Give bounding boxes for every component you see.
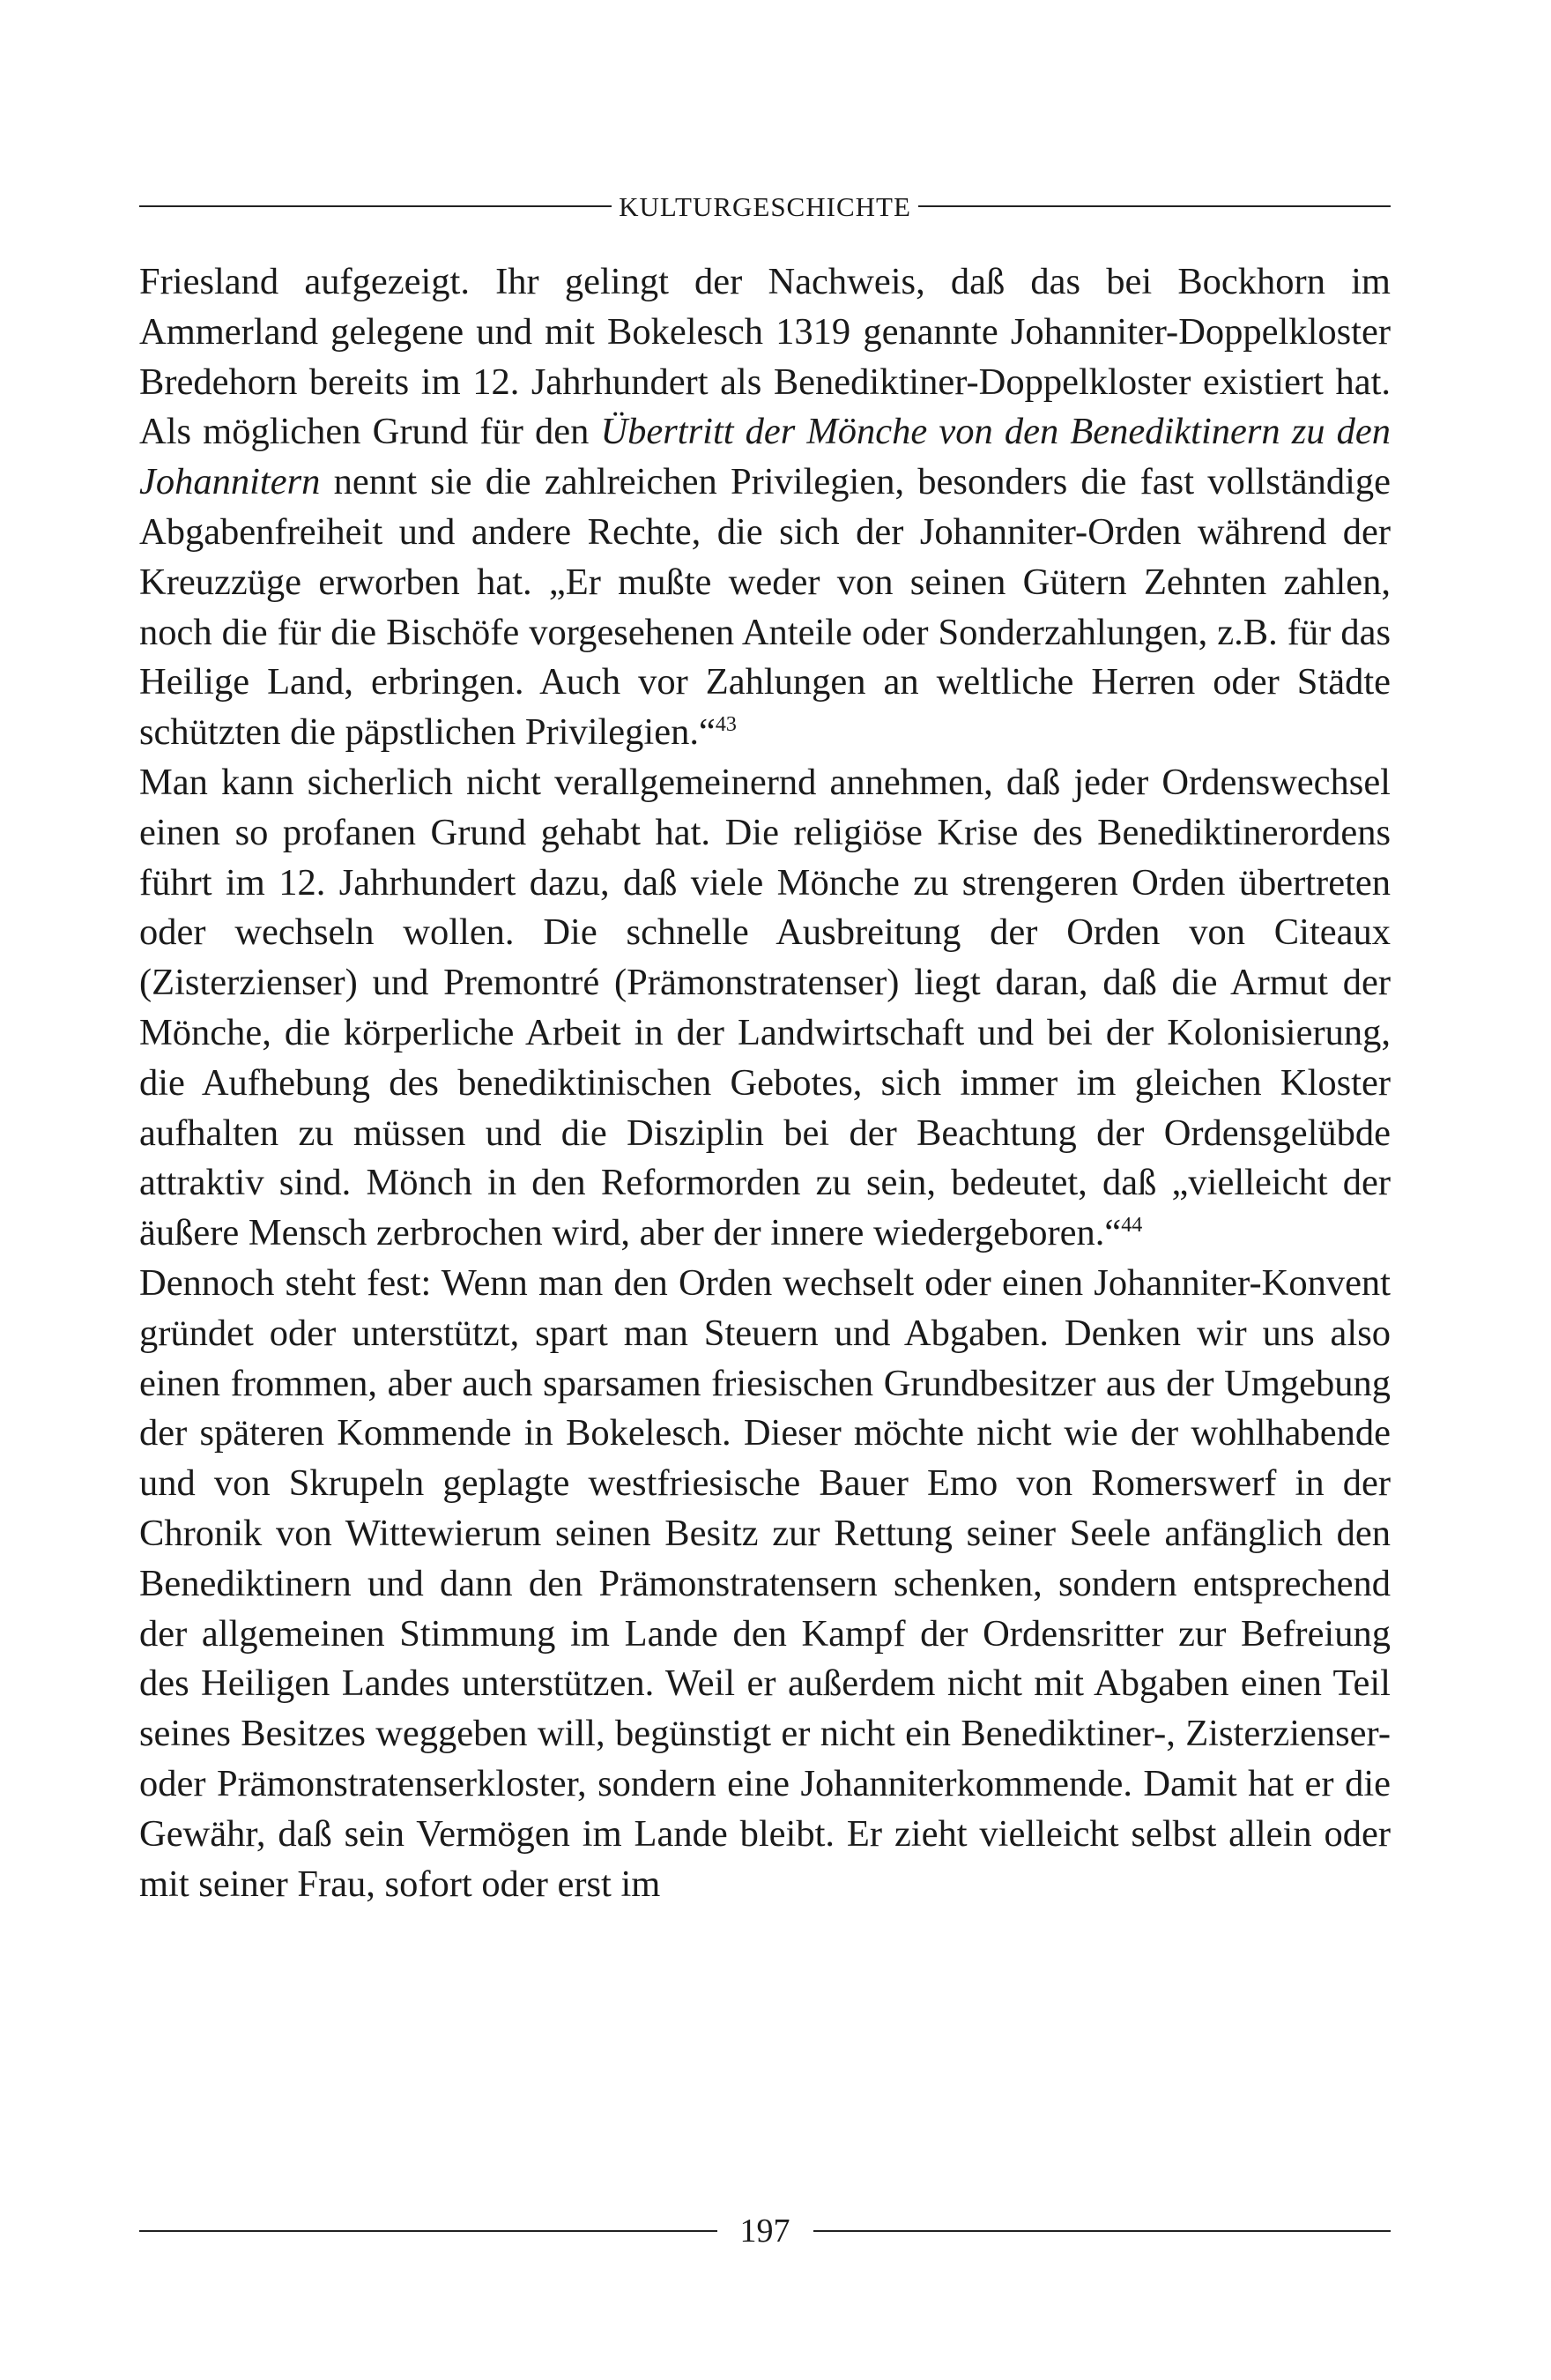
paragraph-2-text: Man kann sicherlich nicht verallgemeinernd annehmen, daß jeder Ordenswechsel einen so profanen Grund gehabt hat. Die religiöse Krise des Benediktinerordens führt im 12. Jahrhundert dazu, daß viele Mönche zu strengeren Orden übertreten oder wechseln wollen. Die schnelle Ausbreitung der Orden von Citeaux (Zisterzienser) und Premontré (Prämonstratenser) liegt daran, daß die Armut der Mönche, die körperliche Arbeit in der Landwirtschaft und bei der Kolonisierung, die Aufhebung des benediktinischen Gebotes, sich immer im gleichen Kloster aufhalten zu müssen und die Disziplin bei der Beachtung der Ordensgelübde attraktiv sind. Mönch in den Reformorden zu sein, bedeutet, daß „vielleicht der äußere Mensch zerbrochen wird, aber der innere wiedergeboren.“ <box>139 761 1391 1254</box>
footnote-ref-43: 43 <box>715 713 737 737</box>
paragraph-1-text-a: Friesland aufgezeigt. Ihr gelingt der Nachweis, daß das bei Bockhorn im Ammerland gelegene und mit Bokelesch 1319 genannte Johanniter-Doppelkloster Bredehorn bereits im 12. Jahrhundert als Benediktiner-Doppelkloster existiert hat. Als möglichen Grund für den <box>139 261 1391 453</box>
header-rule-left <box>139 205 612 207</box>
running-header <box>139 185 1391 227</box>
page-footer <box>139 2209 1391 2253</box>
running-title: KULTURGESCHICHTE <box>619 190 911 222</box>
paragraph-1-italic-phrase: Übertritt der Mönche von den Benediktinern zu den Johannitern <box>139 411 1391 503</box>
header-rule-right <box>918 205 1391 207</box>
footnote-ref-44: 44 <box>1121 1213 1143 1237</box>
paragraph-1 <box>139 257 1391 758</box>
paragraph-3 <box>139 1259 1391 1909</box>
paragraph-1-text-b: nennt sie die zahlreichen Privilegien, besonders die fast vollständige Abgabenfreiheit und andere Rechte, die sich der Johanniter-Orden während der Kreuzzüge erworben hat. „Er mußte weder von seinen Gütern Zehnten zahlen, noch die für die Bischöfe vorgesehenen Anteile oder Sonderzahlungen, z.B. für das Heilige Land, erbringen. Auch vor Zahlungen an weltliche Herren oder Städte schützten die päpstlichen Privilegien.“ <box>139 461 1391 754</box>
paragraph-3-text: Dennoch steht fest: Wenn man den Orden wechselt oder einen Johanniter-Konvent gründet oder unterstützt, spart man Steuern und Abgaben. Denken wir uns also einen frommen, aber auch sparsamen friesischen Grundbesitzer aus der Umgebung der späteren Kommende in Bokelesch. Dieser möchte nicht wie der wohlhabende und von Skrupeln geplagte westfriesische Bauer Emo von Romerswerf in der Chronik von Wittewierum seinen Besitz zur Rettung seiner Seele anfänglich den Benediktinern und dann den Prämonstratensern schenken, sondern entsprechend der allgemeinen Stimmung im Lande den Kampf der Ordensritter zur Befreiung des Heiligen Landes unterstützen. Weil er außerdem nicht mit Abgaben einen Teil seines Besitzes weggeben will, begünstigt er nicht ein Benediktiner-, Zisterzienser- oder Prämonstratenserkloster, sondern eine Johanniterkommende. Damit hat er die Gewähr, daß sein Vermögen im Lande bleibt. Er zieht vielleicht selbst allein oder mit seiner Frau, sofort oder erst im <box>139 1261 1391 1905</box>
footer-rule-right <box>813 2230 1391 2232</box>
page-number: 197 <box>739 2213 790 2250</box>
body-text <box>139 257 1391 1909</box>
document-page <box>139 185 1391 2283</box>
footer-rule-left <box>139 2230 717 2232</box>
paragraph-2 <box>139 758 1391 1259</box>
